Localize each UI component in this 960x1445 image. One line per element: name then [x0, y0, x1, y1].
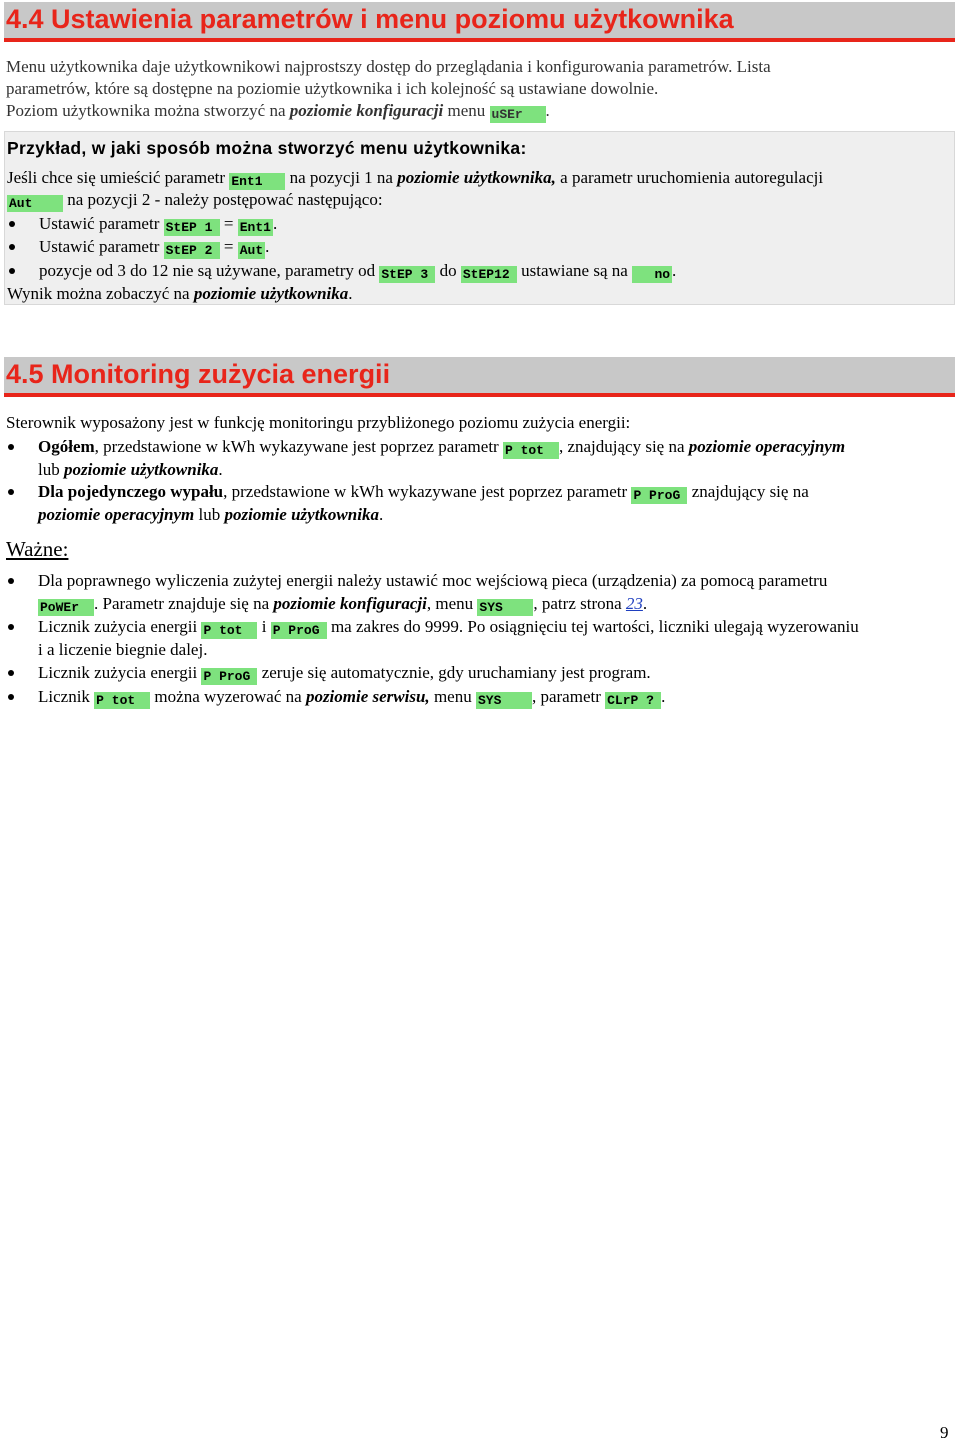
text: można wyzerować na	[150, 687, 306, 706]
text: na pozycji 2 - należy postępować następująco:	[63, 190, 383, 209]
emphasis: poziomie operacyjnym	[688, 437, 846, 456]
text: Ustawić parametr	[39, 237, 164, 256]
text: lub	[38, 460, 64, 479]
param-code: SYS	[477, 599, 533, 616]
text: pozycje od 3 do 12 nie są używane, parametry od	[39, 261, 380, 280]
text: , przedstawione w kWh wykazywane jest poprzez parametr	[223, 482, 632, 501]
param-code: P tot	[94, 692, 150, 709]
text: .	[265, 237, 270, 256]
text: .	[545, 101, 550, 120]
text: , znajdujący się na	[558, 437, 689, 456]
emphasis: poziomie konfiguracji	[273, 593, 427, 613]
param-code: uSEr	[490, 106, 546, 123]
text: Jeśli chce się umieścić parametr	[7, 168, 230, 187]
text: Wynik można zobaczyć na	[7, 284, 194, 303]
text: a parametr uruchomienia autoregulacji	[555, 168, 824, 187]
text: .	[272, 214, 278, 233]
emphasis: poziomie użytkownika	[224, 505, 379, 524]
text: znajdujący się na	[687, 482, 809, 501]
param-code: no	[632, 266, 672, 283]
text: Licznik	[38, 687, 95, 706]
param-code: Aut	[239, 243, 264, 258]
text: Licznik zużycia energii	[38, 617, 202, 636]
param-code: P ProG	[201, 668, 257, 685]
text: menu	[429, 687, 476, 706]
text: .	[661, 687, 666, 706]
text: Ustawić parametr	[39, 214, 164, 233]
text: .	[642, 593, 648, 613]
text: , patrz strona	[533, 593, 626, 613]
section-4-4-title: 4.4 Ustawienia parametrów i menu poziomu użytkownika	[4, 2, 955, 42]
param-code: StEP 2	[164, 242, 220, 259]
param-code: StEP12	[461, 266, 517, 283]
intro-paragraph-line-1: Menu użytkownika daje użytkownikowi najprostszy dostęp do przeglądania i konfigurowania parametrów. Lista	[6, 57, 771, 76]
example-result	[7, 283, 947, 306]
param-code: P ProG	[271, 622, 327, 639]
param-code: Ent1	[239, 220, 271, 235]
emphasis: poziomie serwisu,	[305, 687, 430, 706]
energy-intro: Sterownik wyposażony jest w funkcję monitoringu przybliżonego poziomu zużycia energii:	[6, 413, 631, 432]
page-number: 9	[940, 1423, 949, 1442]
page-reference-link[interactable]: 23	[625, 593, 643, 613]
text: ustawiane są na	[516, 261, 633, 280]
text: menu	[443, 101, 490, 120]
example-box	[4, 131, 955, 305]
emphasis: poziomie konfiguracji	[289, 101, 444, 120]
example-line-1	[7, 167, 947, 190]
param-code: StEP 1	[164, 219, 220, 236]
example-line-2	[7, 189, 947, 212]
text: ma zakres do 9999. Po osiągnięciu tej wartości, liczniki ulegają wyzerowaniu	[326, 617, 859, 636]
param-code: P ProG	[631, 487, 687, 504]
text: Dla poprawnego wyliczenia zużytej energii należy ustawić moc wejściową pieca (urządzenia) za pomocą parametru	[38, 571, 828, 590]
section-4-5-title: 4.5 Monitoring zużycia energii	[4, 357, 955, 397]
text: Poziom użytkownika można stworzyć na	[6, 101, 290, 120]
text: . Parametr znajduje się na	[94, 593, 274, 613]
text: , menu	[426, 593, 478, 613]
param-code: PoWEr	[38, 599, 94, 616]
param-code: P tot	[201, 622, 257, 639]
important-heading: Ważne:	[6, 537, 69, 561]
text: do	[435, 261, 461, 280]
bold-label: Dla pojedynczego wypału	[38, 482, 224, 501]
text: i	[257, 617, 271, 636]
text: .	[218, 460, 223, 479]
text: , przedstawione w kWh wykazywane jest poprzez parametr	[94, 437, 503, 456]
intro-paragraph-line-3	[6, 100, 946, 123]
emphasis: poziomie użytkownika	[63, 460, 219, 479]
emphasis: poziomie użytkownika	[193, 284, 349, 303]
param-code: Ent1	[229, 173, 285, 190]
intro-paragraph-line-2: parametrów, które są dostępne na poziomie użytkownika i ich kolejność są ustawiane dowolnie.	[6, 79, 659, 98]
text: , parametr	[531, 687, 606, 706]
text: .	[348, 284, 353, 303]
example-heading: Przykład, w jaki sposób można stworzyć menu użytkownika:	[7, 138, 527, 158]
text: =	[219, 237, 238, 256]
param-code: Aut	[7, 195, 63, 212]
text: na pozycji 1 na	[285, 168, 398, 187]
text: i a liczenie biegnie dalej.	[38, 640, 208, 659]
param-code: P tot	[503, 442, 559, 459]
bold-label: Ogółem	[38, 437, 95, 456]
text: zeruje się automatycznie, gdy uruchamiany jest program.	[257, 663, 651, 682]
param-code: CLrP ?	[605, 692, 661, 709]
text: .	[378, 505, 384, 524]
param-code: SYS	[476, 692, 532, 709]
emphasis: poziomie operacyjnym	[38, 505, 195, 524]
text: Licznik zużycia energii	[38, 663, 202, 682]
text: =	[219, 214, 238, 233]
emphasis: poziomie użytkownika,	[397, 168, 556, 187]
text: .	[672, 261, 677, 280]
param-code: StEP 3	[379, 266, 435, 283]
text: lub	[194, 505, 225, 524]
